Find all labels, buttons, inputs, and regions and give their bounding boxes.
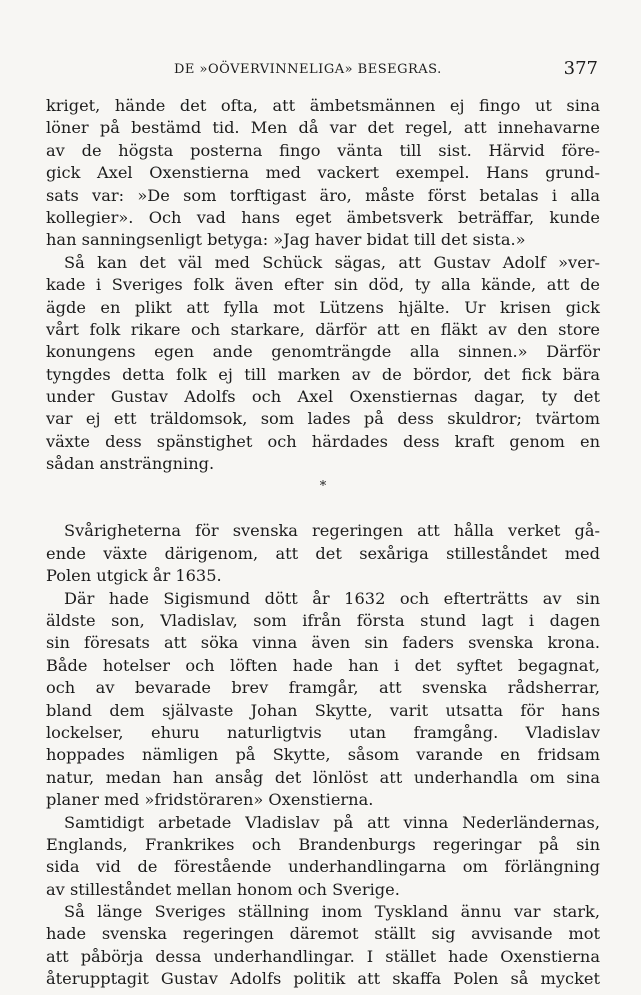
text-line: Så länge Sveriges ställning inom Tyskland ännu var stark,	[64, 902, 600, 922]
text-line: återupptagit Gustav Adolfs politik att skaffa Polen så mycket	[46, 969, 600, 989]
text-line: Där hade Sigismund dött år 1632 och efterträtts av sin	[64, 588, 600, 608]
paragraph-3	[46, 520, 600, 587]
paragraph-5	[46, 812, 600, 902]
text-line: sats var: »De som torftigast äro, måste först betalas i alla	[46, 185, 600, 205]
text-line: under Gustav Adolfs och Axel Oxenstiernas dagar, ty det	[46, 387, 600, 407]
text-line: Så kan det väl med Schück sägas, att Gustav Adolf »ver-	[64, 252, 600, 272]
text-line: bland dem självaste Johan Skytte, varit utsatta för hans	[46, 700, 600, 720]
text-line: att påbörja dessa underhandlingar. I stället hade Oxenstierna	[46, 946, 600, 966]
text-line: gick Axel Oxenstierna med vackert exempel. Hans grund-	[46, 163, 600, 183]
text-line: var ej ett träldomsok, som lades på dess skuldror; tvärtom	[46, 409, 600, 429]
text-line: hoppades nämligen på Skytte, såsom varande en fridsam	[46, 745, 600, 765]
text-line: löner på bestämd tid. Men då var det regel, att innehavarne	[46, 118, 600, 138]
section-separator: *	[319, 478, 327, 494]
text-line: ägde en plikt att fylla mot Lützens hjälte. Ur krisen gick	[46, 297, 600, 317]
text-line: sådan ansträngning.	[46, 454, 215, 474]
text-line: lockelser, ehuru naturligtvis utan framgång. Vladislav	[46, 722, 600, 742]
text-line: Samtidigt arbetade Vladislav på att vinna Nederländernas,	[64, 812, 600, 832]
paragraph-2	[46, 252, 600, 476]
text-line: av de högsta posterna fingo vänta till sist. Härvid före-	[46, 140, 600, 160]
paragraph-6	[46, 901, 600, 991]
paragraph-4	[46, 588, 600, 812]
text-line: sida vid de förestående underhandlingarna om förlängning	[46, 857, 600, 877]
text-line: sin föresats att söka vinna även sin faders svenska krona.	[46, 633, 600, 653]
text-line: Englands, Frankrikes och Brandenburgs regeringar på sin	[46, 834, 600, 854]
blank-space	[46, 498, 600, 520]
text-line: hade svenska regeringen däremot ställt sig avvisande mot	[46, 924, 600, 944]
text-line: han sanningsenligt betyga: »Jag haver bidat till det sista.»	[46, 230, 526, 250]
text-line: Svårigheterna för svenska regeringen att hålla verket gå-	[64, 521, 600, 541]
page-body	[46, 95, 600, 991]
text-line: Polen utgick år 1635.	[46, 566, 222, 586]
text-line: planer med »fridstöraren» Oxenstierna.	[46, 790, 374, 810]
text-line: kade i Sveriges folk även efter sin död, ty alla kände, att de	[46, 275, 600, 295]
text-line: konungens egen ande genomträngde alla sinnen.» Därför	[46, 342, 600, 362]
page-number: 377	[563, 58, 598, 79]
text-line: natur, medan han ansåg det lönlöst att underhandla om sina	[46, 767, 600, 787]
running-title: DE »OÖVERVINNELIGA» BESEGRAS.	[174, 62, 442, 77]
text-line: växte dess spänstighet och härdades dess kraft genom en	[46, 431, 600, 451]
text-line: kriget, hände det ofta, att ämbetsmännen ej fingo ut sina	[46, 96, 600, 115]
text-line: kollegier». Och vad hans eget ämbetsverk beträffar, kunde	[46, 207, 600, 227]
paragraph-1	[46, 95, 600, 252]
text-line: och av bevarade brev framgår, att svenska rådsherrar,	[46, 678, 600, 698]
text-line: vårt folk rikare och starkare, därför att en fläkt av den store	[46, 319, 600, 339]
text-line: ende växte därigenom, att det sexåriga stilleståndet med	[46, 543, 600, 563]
running-header	[46, 58, 600, 84]
text-line: tyngdes detta folk ej till marken av de bördor, det fick bära	[46, 364, 600, 384]
text-line: äldste son, Vladislav, som ifrån första stund lagt i dagen	[46, 610, 600, 630]
text-line: av stilleståndet mellan honom och Sverige.	[46, 879, 400, 899]
text-line: Både hotelser och löften hade han i det syftet begagnat,	[46, 655, 600, 675]
